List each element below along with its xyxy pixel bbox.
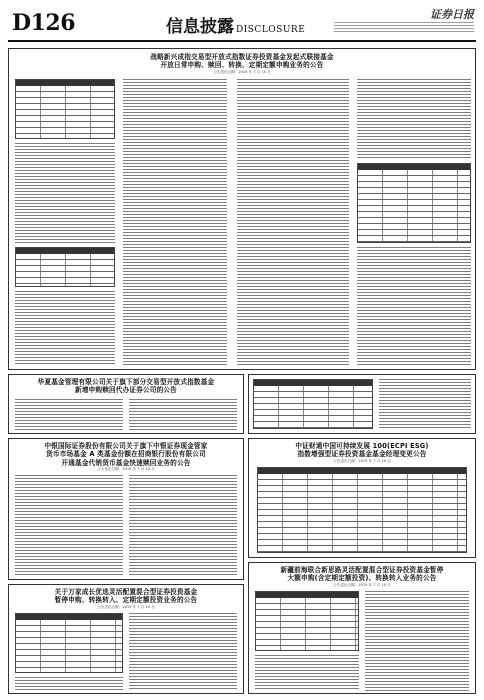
article-date: 公告送出日期：2019 年 7 月 10 日 (97, 467, 155, 472)
article-body-text (15, 475, 123, 575)
article-title (9, 378, 243, 395)
article-title (9, 53, 475, 70)
fund-info-table (15, 79, 115, 139)
article-huaxia-etf-agent (8, 374, 244, 434)
suspension-table (255, 591, 359, 651)
article-body-text (129, 399, 237, 431)
article-wanjia-suspend-subscription (8, 584, 244, 694)
section-title-cn: 信息披露 (166, 17, 234, 37)
article-body-text (129, 475, 237, 575)
article-body-text (123, 79, 227, 365)
article-title (249, 566, 475, 583)
title-line: 中银国际证券股份有限公司关于旗下中银证券现金管家 (44, 442, 208, 450)
section-title (166, 12, 305, 37)
article-body-text (357, 247, 471, 365)
continuation-table (253, 379, 373, 429)
fee-table (15, 247, 115, 287)
page-number: D126 (12, 10, 76, 36)
article-esg-fund-manager-change (248, 438, 476, 558)
article-body-text (15, 291, 115, 365)
newspaper-logo: 证券日报 (430, 8, 474, 21)
title-line: 华夏基金管理有限公司关于旗下部分交易型开放式指数基金 (37, 378, 215, 386)
article-title (9, 442, 243, 467)
title-line: 开放日常申购、赎回、转换、定期定额申购业务的公告 (160, 61, 324, 70)
title-line: 新增申购赎回代办证券公司的公告 (75, 386, 177, 395)
title-line: 开通基金代销货币基金快速赎回业务的公告 (61, 458, 191, 467)
article-date: 公告送出日期：2019 年 7 月 10 日 (333, 458, 391, 463)
title-line: 指数增强型证券投资基金基金经理变更公告 (297, 450, 427, 459)
sales-agency-table (357, 163, 471, 243)
article-date: 公告送出日期：2019 年 7 月 10 日 (213, 69, 271, 74)
article-title (9, 588, 243, 605)
article-boc-money-fund (8, 438, 244, 580)
article-body-text (255, 655, 359, 691)
suspension-table (15, 613, 123, 673)
title-line: 中证财通中国可持续发展 100(ECPI ESG) (295, 442, 429, 450)
article-title (249, 442, 475, 459)
title-line: 货币市场基金 A 类基金份额在招商银行股份有限公司 (46, 450, 206, 459)
article-etf-feeder-fund (8, 48, 476, 370)
title-line: 新疆前海联合新思路灵活配置混合型证券投资基金暂停 (280, 566, 444, 574)
article-date: 公告送出日期：2019 年 7 月 10 日 (333, 582, 391, 587)
article-body-text (15, 399, 123, 431)
masthead-fineprint (334, 22, 474, 32)
page-header (8, 6, 476, 42)
title-line: 关于万家成长优选灵活配置混合型证券投资基金 (54, 588, 198, 596)
title-line: 暂停申购、转换转入、定期定额投资业务的公告 (54, 596, 198, 605)
article-date: 公告送出日期：2019 年 7 月 10 日 (97, 604, 155, 609)
article-body-text (129, 613, 237, 691)
masthead (334, 8, 474, 32)
article-body-text (379, 379, 471, 429)
article-body-text (15, 677, 123, 691)
section-title-en: DISCLOSURE (236, 25, 306, 35)
title-line: 大额申购(含定期定额投资)、转换转入业务的公告 (287, 574, 437, 583)
continuation-table-panel (248, 374, 476, 434)
article-body-text (357, 79, 471, 159)
article-body-text (237, 79, 349, 365)
article-body-text (15, 143, 115, 243)
manager-info-table (257, 467, 467, 553)
article-body-text (365, 591, 469, 691)
title-line: 战略新兴成指交易型开放式指数证券投资基金发起式联接基金 (150, 53, 334, 61)
article-qianhai-suspend-large-subscription (248, 562, 476, 694)
